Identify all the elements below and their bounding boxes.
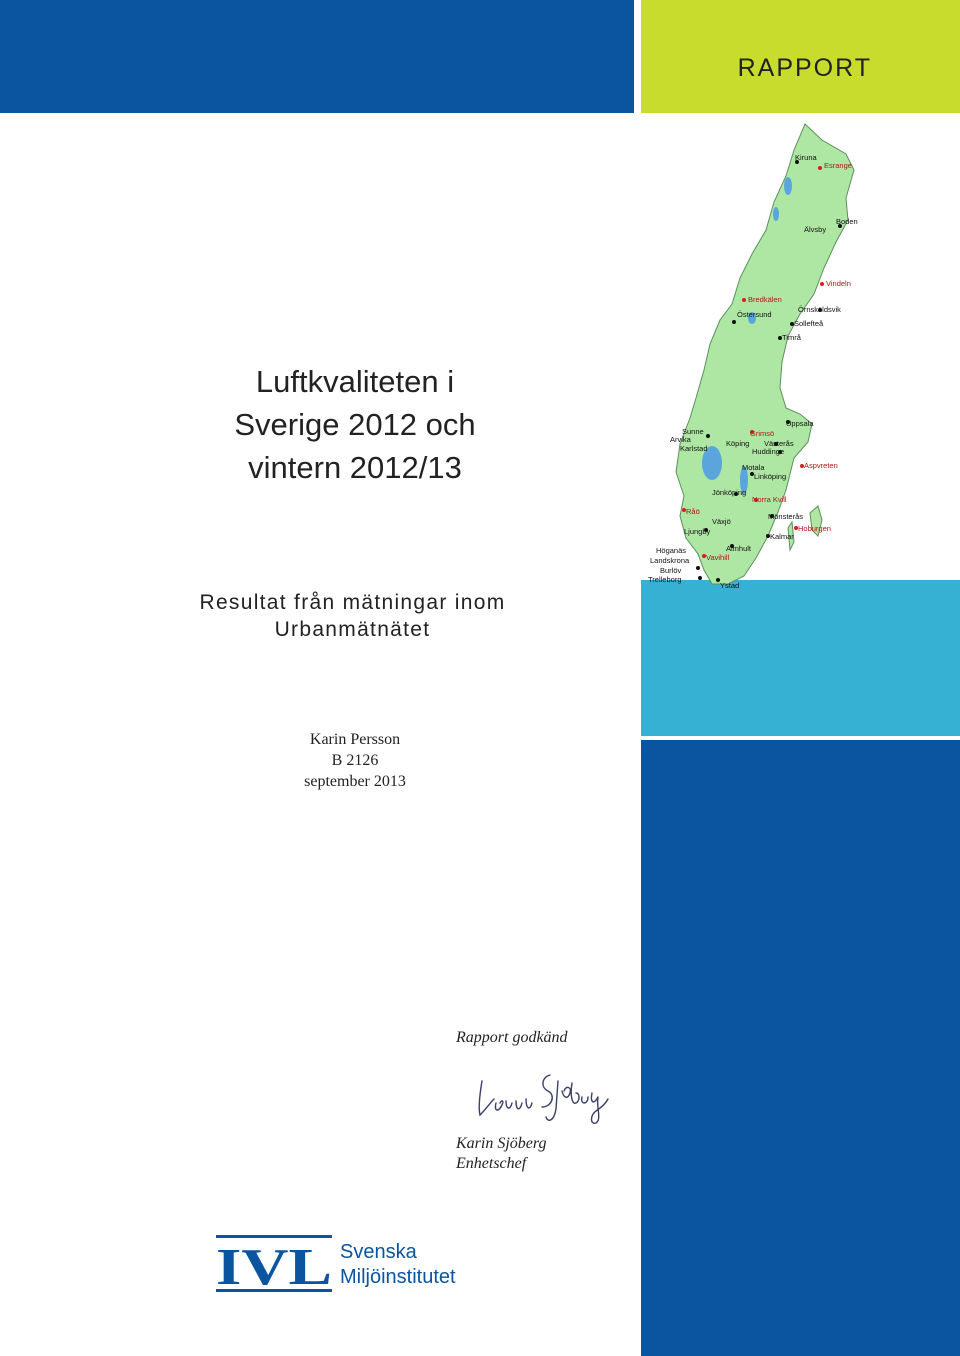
svg-text:Burlöv: Burlöv [660,566,682,575]
report-subtitle [130,589,575,643]
svg-text:Vindeln: Vindeln [826,279,851,288]
svg-text:Kalmar: Kalmar [770,532,794,541]
svg-text:Linköping: Linköping [754,472,787,481]
sweden-landmass [676,124,854,584]
report-number: B 2126 [331,752,379,769]
svg-text:Älvsby: Älvsby [804,225,827,234]
lake-north-2 [773,207,779,221]
logo-line-2: Miljöinstitutet [340,1266,456,1288]
author-block [220,729,490,792]
signer-block [456,1134,547,1174]
title-line-2: Sverige 2012 och [234,407,476,442]
svg-text:Sollefteå: Sollefteå [794,319,824,328]
report-title [140,360,570,489]
svg-text:Bredkälen: Bredkälen [748,295,782,304]
lake-north-1 [784,177,792,195]
svg-text:Huddinge: Huddinge [752,447,785,456]
report-date: september 2013 [304,773,406,790]
svg-text:Västerås: Västerås [764,439,794,448]
svg-text:Råö: Råö [686,507,700,516]
svg-text:Norra Kvill: Norra Kvill [752,495,787,504]
svg-text:Timrå: Timrå [782,333,801,342]
side-blue-band [641,740,960,1356]
svg-text:Boden: Boden [836,217,858,226]
subtitle-line-2: Urbanmätnätet [274,618,431,641]
svg-text:Sunne: Sunne [682,427,704,436]
svg-text:Mönsterås: Mönsterås [768,512,804,521]
signer-title: Enhetschef [456,1155,527,1172]
svg-text:Höganäs: Höganäs [656,546,687,555]
side-cyan-band [641,580,960,736]
sweden-station-map [640,118,880,600]
svg-text:Ljungby: Ljungby [684,527,711,536]
title-line-3: vintern 2012/13 [248,450,462,485]
report-label: RAPPORT [737,54,872,82]
svg-text:Östersund: Östersund [737,310,772,319]
logo-mark: IVL [216,1239,332,1295]
svg-text:Örnsköldsvik: Örnsköldsvik [798,305,841,314]
signer-name: Karin Sjöberg [456,1135,547,1152]
svg-text:Almhult: Almhult [726,544,752,553]
svg-text:Hoburgen: Hoburgen [798,524,831,533]
svg-text:Växjö: Växjö [712,517,731,526]
logo-top-rule [216,1235,332,1238]
svg-text:Kiruna: Kiruna [795,153,817,162]
approval-label: Rapport godkänd [456,1029,568,1046]
svg-text:Vavihill: Vavihill [706,553,730,562]
svg-text:Jönköping: Jönköping [712,488,747,497]
svg-text:Esrange: Esrange [824,161,852,170]
subtitle-line-1: Resultat från mätningar inom [199,591,506,614]
header-blue-band [0,0,634,113]
svg-text:Trelleborg: Trelleborg [648,575,682,584]
svg-text:Aspvreten: Aspvreten [804,461,838,470]
svg-text:Uppsala: Uppsala [786,419,814,428]
svg-text:Landskrona: Landskrona [650,556,690,565]
svg-text:Arvika: Arvika [670,435,691,444]
svg-text:Ystad: Ystad [720,581,740,590]
signature-image [472,1063,612,1131]
svg-text:Grimsö: Grimsö [750,429,775,438]
title-line-1: Luftkvaliteten i [255,364,455,399]
svg-text:Karlstad: Karlstad [680,444,708,453]
ivl-logo [214,1233,494,1295]
author-name: Karin Persson [309,731,401,748]
svg-text:Köping: Köping [726,439,750,448]
svg-text:Motala: Motala [742,463,765,472]
logo-line-1: Svenska [340,1241,417,1263]
